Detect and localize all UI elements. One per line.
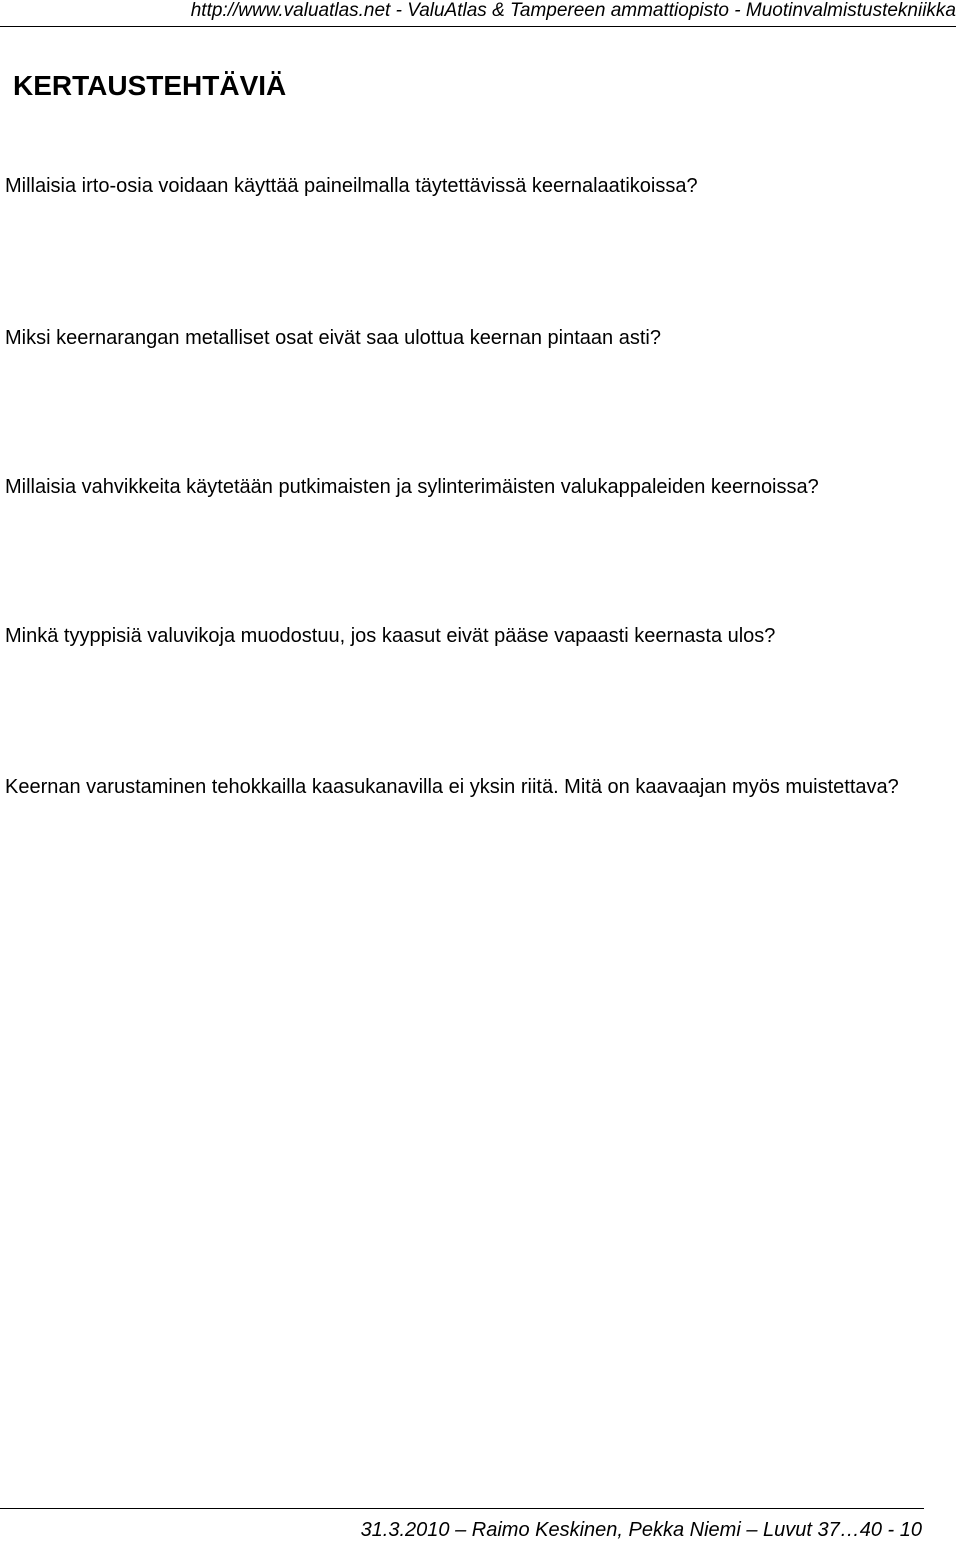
question-5: Keernan varustaminen tehokkailla kaasukanavilla ei yksin riitä. Mitä on kaavaajan myös muistettava?: [5, 776, 899, 798]
page-footer: [0, 1508, 924, 1541]
header-source-text: http://www.valuatlas.net - ValuAtlas & Tampereen ammattiopisto - Muotinvalmistustekniikka: [190, 0, 956, 21]
question-4: Minkä tyyppisiä valuvikoja muodostuu, jos kaasut eivät pääse vapaasti keernasta ulos?: [5, 625, 776, 647]
question-1: Millaisia irto-osia voidaan käyttää paineilmalla täytettävissä keernalaatikoissa?: [5, 175, 698, 197]
page-header: [0, 0, 956, 27]
question-2: Miksi keernarangan metalliset osat eivät saa ulottua keernan pintaan asti?: [5, 327, 661, 349]
page-title: KERTAUSTEHTÄVIÄ: [13, 70, 287, 101]
footer-text: 31.3.2010 – Raimo Keskinen, Pekka Niemi – Luvut 37…40 - 10: [360, 1519, 922, 1541]
question-3: Millaisia vahvikkeita käytetään putkimaisten ja sylinterimäisten valukappaleiden keernoissa?: [5, 476, 819, 498]
